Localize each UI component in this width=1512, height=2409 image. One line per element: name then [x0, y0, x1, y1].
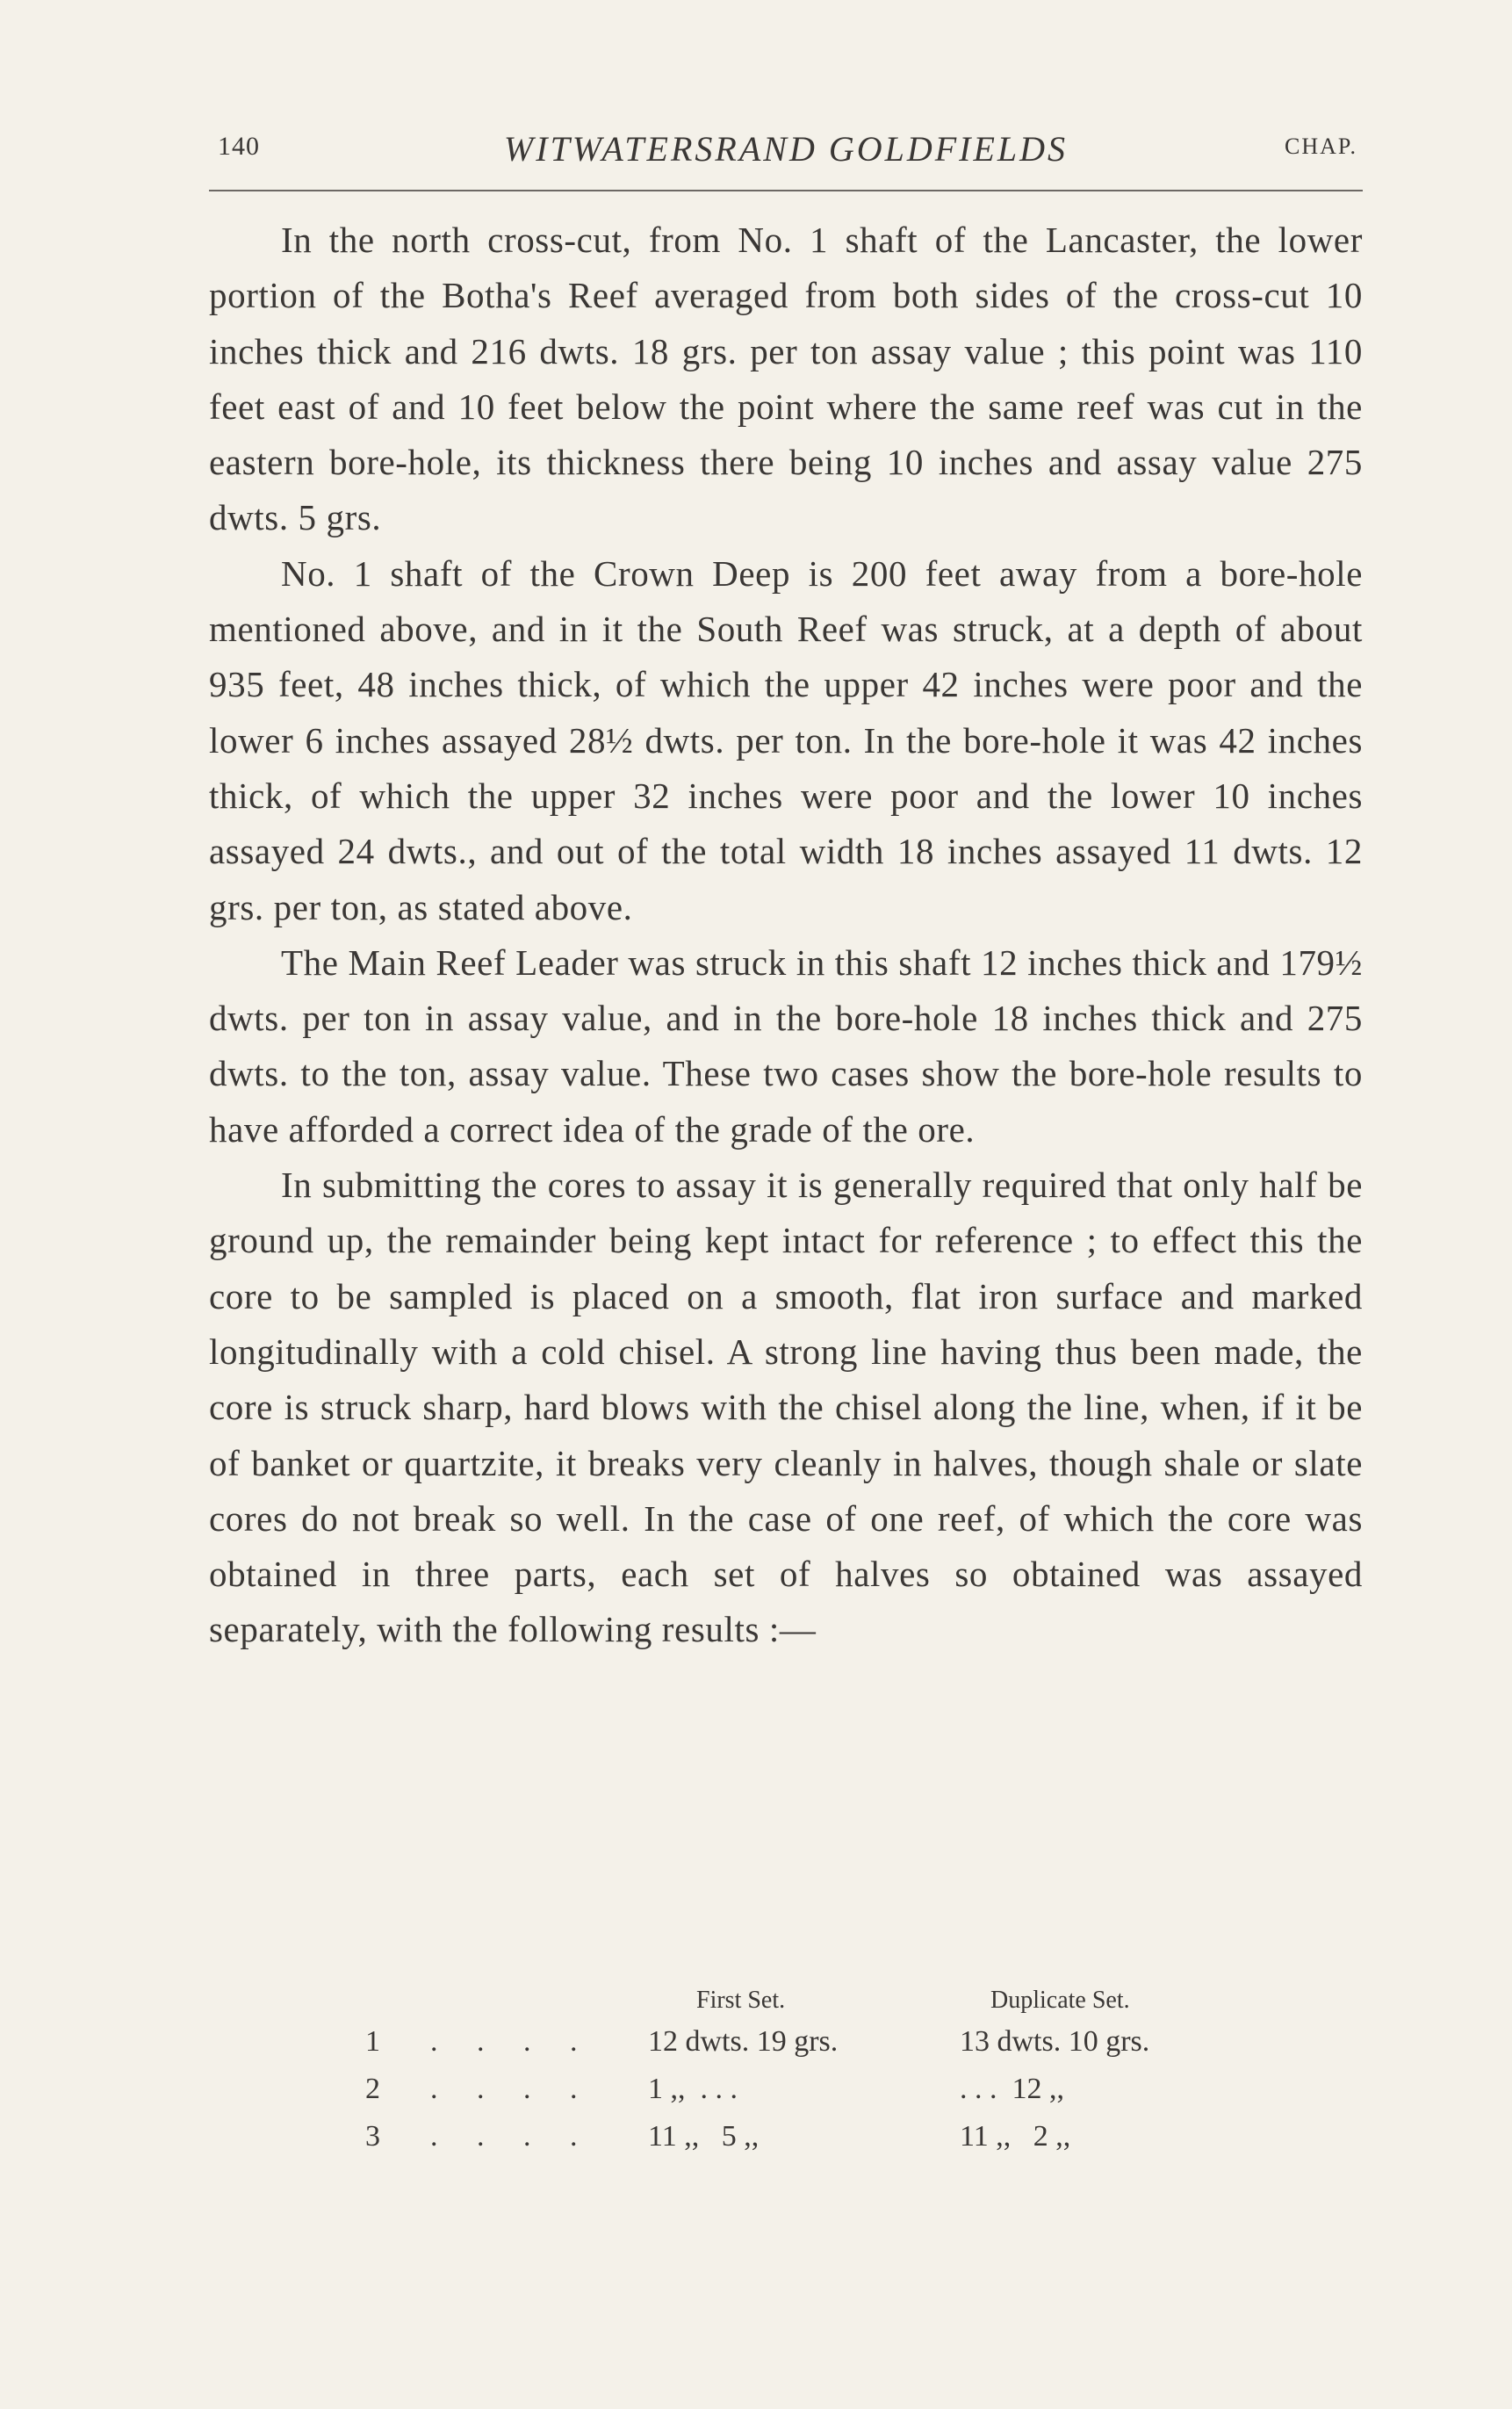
paragraph: No. 1 shaft of the Crown Deep is 200 feet away from a bore-hole mentioned above, and in it the South Reef was struck, at a depth of about 935 feet, 48 inches thick, of which the upper 42 inches were poor and the lower 6 inches assayed 28½ dwts. per ton. In the bore-hole it was 42 inches thick, of which the upper 32 inches were poor and the lower 10 inches assayed 24 dwts., and out of the total width 18 inches assayed 11 dwts. 12 grs. per ton, as stated above.	[209, 552, 1363, 927]
duplicate-set-value: 11 ,, 2 ,,	[960, 2120, 1071, 2153]
paragraph: In the north cross-cut, from No. 1 shaft of the Lancaster, the lower portion of the Botha's Reef averaged from both sides of the cross-cut 10 inches thick and 216 dwts. 18 grs. per ton assay value ; this point was 110 feet east of and 10 feet below the point where the same reef was cut in the eastern bore-hole, its thickness there being 10 inches and assay value 275 dwts. 5 grs.	[209, 220, 1363, 538]
body-text	[209, 213, 1363, 1658]
table-row	[209, 2025, 1363, 2071]
running-title: WITWATERSRAND GOLDFIELDS	[503, 129, 1069, 169]
duplicate-set-value: . . . 12 ,,	[960, 2073, 1064, 2105]
paragraph: In submitting the cores to assay it is generally required that only half be ground up, the remainder being kept intact for reference ; to effect this the core to be sampled is placed on a smooth, flat iron surface and marked longitudinally with a cold chisel. A strong line having thus been made, the core is struck sharp, hard blows with the chisel along the line, when, if it be of banket or quartzite, it breaks very cleanly in halves, though shale or slate cores do not break so well. In the case of one reef, of which the core was obtained in three parts, each set of halves so obtained was assayed separately, with the following results :—	[209, 1165, 1363, 1650]
column-header-duplicate-set: Duplicate Set.	[990, 1987, 1130, 2014]
table-row	[209, 2073, 1363, 2118]
first-set-value: 1 ,, . . .	[648, 2073, 738, 2105]
page-number: 140	[218, 132, 260, 161]
row-leader: . . . .	[430, 2120, 594, 2153]
row-index: 3	[365, 2120, 380, 2153]
row-leader: . . . .	[430, 2073, 594, 2105]
chapter-label: CHAP.	[1285, 133, 1357, 159]
row-leader: . . . .	[430, 2025, 594, 2058]
row-index: 1	[365, 2025, 380, 2058]
table-row	[209, 2120, 1363, 2166]
row-index: 2	[365, 2073, 380, 2105]
first-set-value: 12 dwts. 19 grs.	[648, 2025, 839, 2058]
first-set-value: 11 ,, 5 ,,	[648, 2120, 760, 2153]
assay-results-table	[209, 1974, 1363, 2153]
page-header	[209, 128, 1363, 172]
paragraph: The Main Reef Leader was struck in this shaft 12 inches thick and 179½ dwts. per ton in assay value, and in the bore-hole 18 inches thick and 275 dwts. to the ton, assay value. These two cases show the bore-hole results to have afforded a correct idea of the grade of the ore.	[209, 941, 1363, 1150]
header-rule	[209, 190, 1363, 191]
column-header-first-set: First Set.	[696, 1987, 786, 2014]
duplicate-set-value: 13 dwts. 10 grs.	[960, 2025, 1150, 2058]
